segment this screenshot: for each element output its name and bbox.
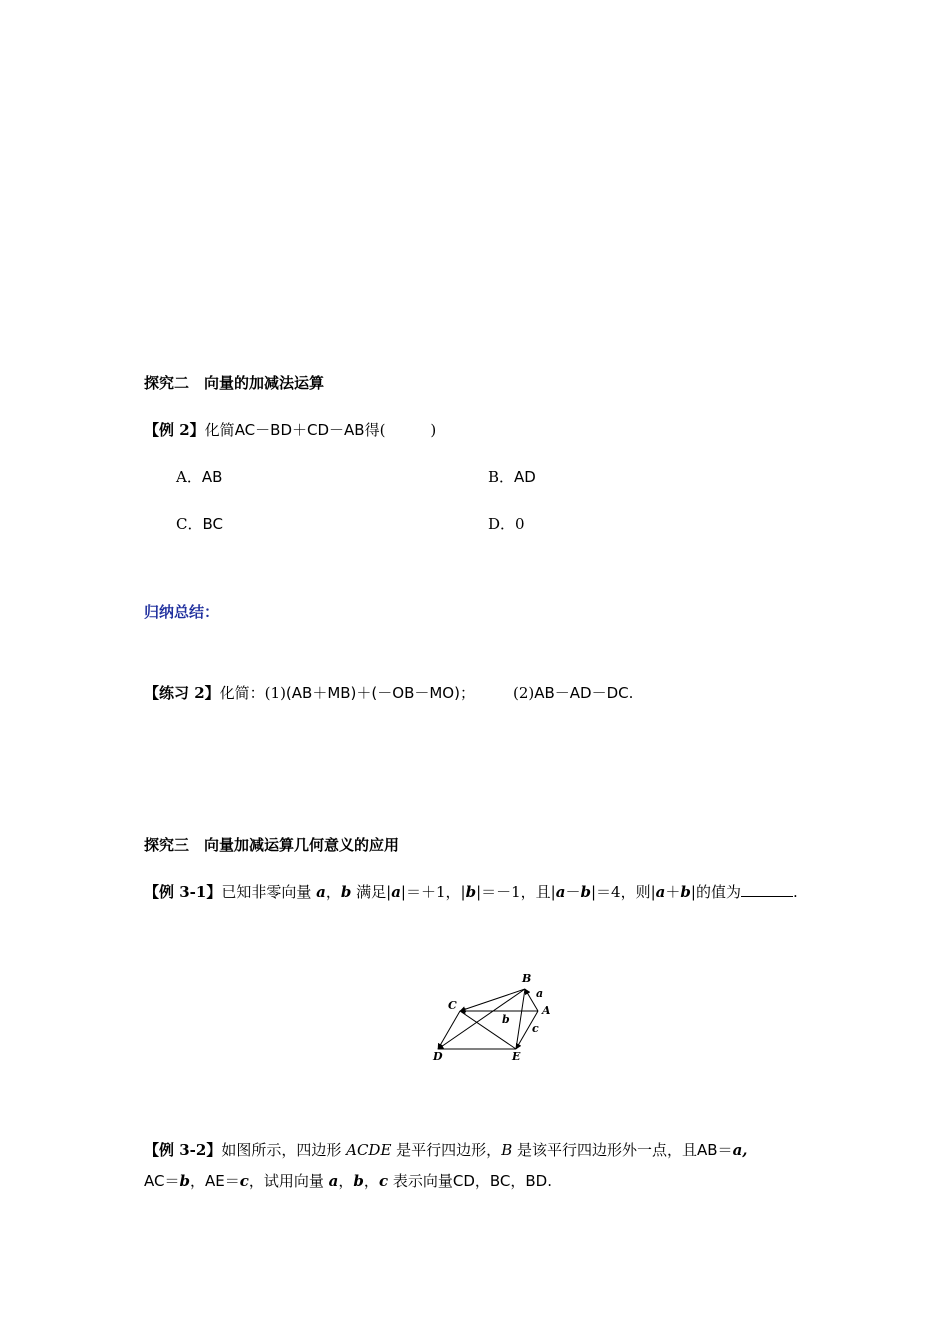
- option-c-value: BC: [202, 515, 223, 533]
- example-3-1-text: |的值为: [690, 883, 741, 901]
- example-3-1-text: 满足|: [351, 883, 392, 901]
- example-3-1-text: ，: [325, 883, 341, 901]
- vector-a: a: [655, 883, 666, 901]
- example-3-2-line-2: [144, 1170, 552, 1191]
- vector-ae: AE＝: [205, 1172, 240, 1190]
- vector-a: a,: [732, 1141, 748, 1159]
- parallelogram-figure: [428, 966, 560, 1066]
- option-b-value: AD: [514, 468, 536, 486]
- section-title-3: 探究三 向量加减运算几何意义的应用: [144, 836, 400, 854]
- example-2-expression: AC－BD＋CD－AB: [234, 421, 365, 439]
- vector-b: b: [353, 1172, 364, 1190]
- point-label-a: A: [542, 1004, 551, 1017]
- example-3-2-text: 是该平行四边形外一点，且: [512, 1141, 697, 1159]
- example-3-1: [144, 881, 798, 902]
- option-b: [488, 466, 536, 487]
- exercise-2-text: 化简：(1): [219, 684, 286, 702]
- vector-c: c: [239, 1172, 249, 1190]
- example-2-text: 化简: [204, 421, 235, 439]
- option-a: [176, 466, 222, 487]
- example-3-2-text: ，试用向量: [248, 1172, 329, 1190]
- vector-b: b: [340, 883, 352, 901]
- example-3-1-text: 已知非零向量: [221, 883, 317, 901]
- example-3-2-text: ，: [189, 1172, 205, 1190]
- point-label-c: C: [448, 999, 457, 1012]
- example-3-2-text: 如图所示，四边形: [221, 1141, 347, 1159]
- example-3-2-text: ，: [338, 1172, 354, 1190]
- option-c: [176, 513, 223, 534]
- example-2-answer-paren: 得( ): [364, 421, 437, 439]
- example-3-1-text: |＝＋1，|: [400, 883, 466, 901]
- answer-blank[interactable]: [741, 884, 793, 897]
- point-label-e: E: [512, 1050, 521, 1063]
- exercise-2: [144, 682, 633, 703]
- option-c-letter: C．: [176, 515, 203, 533]
- example-3-1-text: －: [565, 883, 581, 901]
- vector-b: b: [179, 1172, 190, 1190]
- quad-acde: ACDE: [346, 1141, 392, 1159]
- exercise-2-expr-1: (AB＋MB)＋(－OB－MO): [285, 684, 460, 702]
- point-b: B: [501, 1141, 513, 1159]
- example-3-1-text: |＝4，则|: [590, 883, 656, 901]
- point-label-b: B: [522, 972, 532, 985]
- vector-a: a: [316, 883, 326, 901]
- option-a-letter: A．: [176, 468, 202, 486]
- example-3-2-tag: 【例 3-2】: [144, 1141, 222, 1159]
- segment-bc: [460, 989, 525, 1011]
- exercise-2-sep: ；: [459, 684, 475, 702]
- vector-a: a: [555, 883, 566, 901]
- vector-b: b: [465, 883, 477, 901]
- exercise-2-expr-2: AB－AD－DC.: [534, 684, 634, 702]
- vector-label-a: a: [536, 987, 544, 1000]
- exercise-2-tag: 【练习 2】: [144, 684, 220, 702]
- vector-ab: AB＝: [697, 1141, 733, 1159]
- example-2-tag: 【例 2】: [144, 421, 205, 439]
- example-3-2-text: 表示向量: [388, 1172, 453, 1190]
- example-3-1-text: |＝－1，且|: [476, 883, 556, 901]
- vector-ac: AC＝: [144, 1172, 180, 1190]
- example-3-2-line-1: [144, 1139, 748, 1160]
- vector-b: b: [680, 883, 691, 901]
- vector-label-c: c: [532, 1022, 539, 1035]
- example-3-1-tag: 【例 3-1】: [144, 883, 222, 901]
- exercise-2-part-2: (2): [512, 684, 535, 702]
- example-3-1-text: ＋: [665, 883, 681, 901]
- example-3-2-text: 是平行四边形，: [391, 1141, 502, 1159]
- segment-cd: [438, 1011, 460, 1049]
- vector-label-b: b: [502, 1013, 510, 1026]
- vector-a: a: [328, 1172, 339, 1190]
- point-label-d: D: [433, 1050, 443, 1063]
- option-d-value: 0: [515, 515, 525, 533]
- segment-bd: [438, 989, 525, 1049]
- segment-be: [516, 989, 525, 1049]
- summary-label: 归纳总结：: [144, 603, 220, 621]
- option-a-value: AB: [201, 468, 223, 486]
- vector-b: b: [580, 883, 591, 901]
- example-2: [144, 419, 436, 440]
- vector-c: c: [378, 1172, 389, 1190]
- option-d: [488, 513, 525, 534]
- option-d-letter: D．: [488, 515, 516, 533]
- example-3-2-text: ，: [363, 1172, 379, 1190]
- option-b-letter: B．: [488, 468, 515, 486]
- example-3-1-text: .: [792, 883, 798, 901]
- target-vectors: CD，BC，BD.: [452, 1172, 552, 1190]
- section-title-2: 探究二 向量的加减法运算: [144, 374, 325, 392]
- vector-a: a: [391, 883, 401, 901]
